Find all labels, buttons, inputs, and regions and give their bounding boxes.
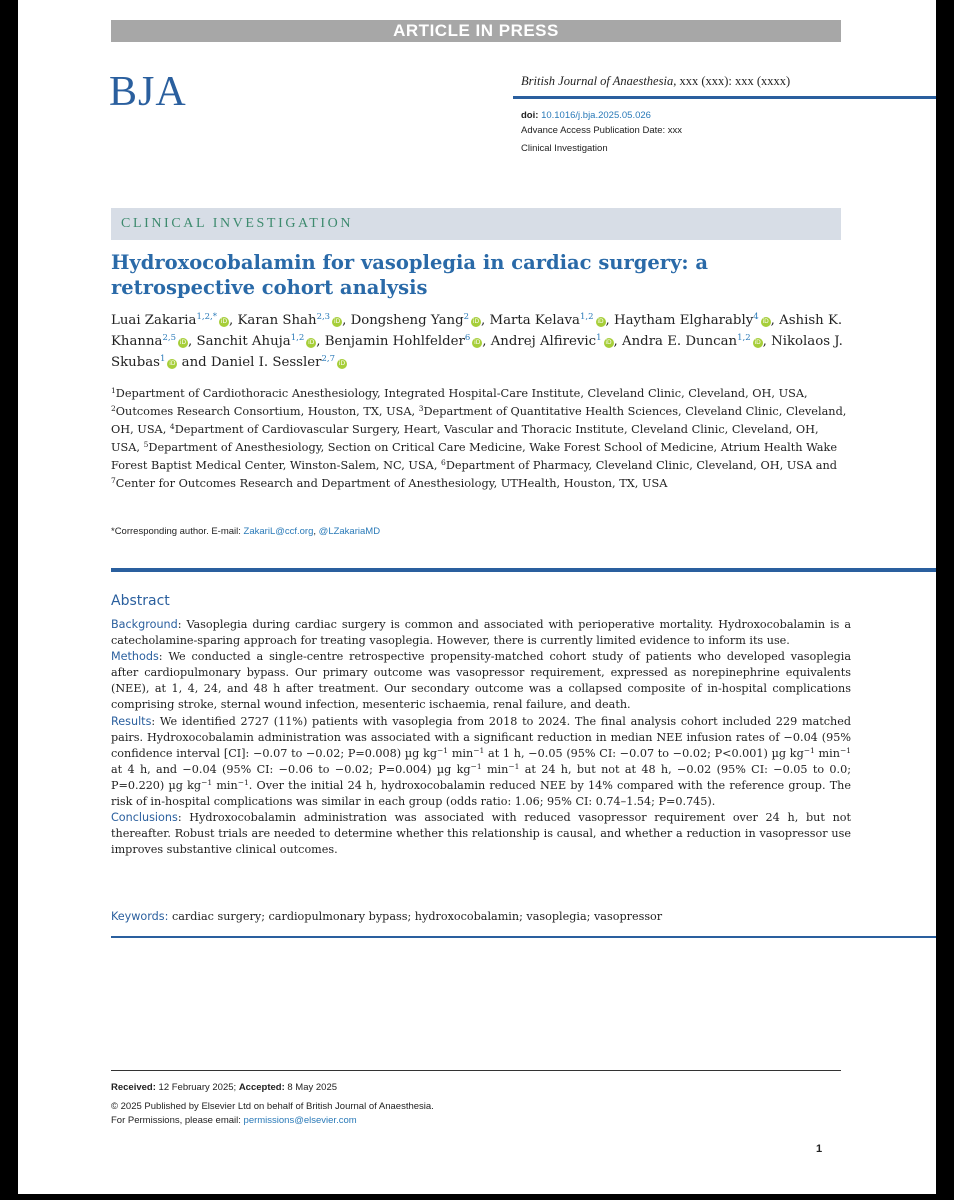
abstract-heading: Abstract (111, 593, 170, 609)
unit-exponent: −1 (473, 745, 485, 755)
conclusions-label: Conclusions (111, 811, 178, 825)
unit-exponent: −1 (437, 745, 449, 755)
section-label: CLINICAL INVESTIGATION (121, 216, 354, 231)
orcid-icon[interactable]: iD (597, 318, 604, 325)
unit-exponent: −1 (201, 777, 213, 787)
author-sep: , (770, 313, 775, 328)
article-title: Hydroxocobalamin for vasoplegia in cardiac surgery: a retrospective cohort analysis (111, 251, 709, 299)
abstract-background (111, 617, 851, 649)
affiliation-text: Department of Pharmacy, Cleveland Clinic, Cleveland, OH, USA and (445, 459, 838, 472)
author-affiliation-sup: 4 (753, 312, 759, 322)
results-text: at 1 h, −0.05 (95% CI: −0.07 to −0.02; P<0.001) µg kg (484, 746, 804, 760)
author-affiliation-sup: 2,3 (316, 312, 331, 322)
author (490, 313, 606, 328)
affiliation-number: 5 (143, 440, 149, 449)
results-text: min (212, 778, 238, 792)
abstract-bottom-rule (111, 936, 936, 938)
author-affiliation-sup: 1,2 (290, 333, 305, 343)
corresponding-email-link[interactable]: ZakariL@ccf.org (243, 526, 314, 537)
dates-line (111, 1082, 337, 1093)
author-affiliation-sup: 1,2 (737, 333, 751, 343)
abstract-conclusions (111, 810, 851, 858)
abstract-results (111, 714, 851, 811)
affiliation-number: 7 (111, 476, 116, 485)
affiliation-number: 1 (111, 386, 116, 395)
unit-exponent: −1 (237, 777, 249, 787)
author-affiliation-sup: 2 (463, 312, 470, 322)
methods-label: Methods (111, 650, 159, 664)
doi-label: doi: (521, 110, 539, 121)
footer-rule (111, 1070, 841, 1071)
results-text: at 4 h, and −0.04 (95% CI: −0.06 to −0.02; P=0.004) µg kg (111, 762, 471, 776)
advance-access: Advance Access Publication Date: xxx (521, 125, 683, 136)
affiliation-text: Department of Cardiovascular Surgery, Heart, Vascular and Thoracic Institute, Cleveland Clinic, Cleveland, OH, USA, (111, 423, 819, 454)
author (111, 313, 229, 328)
author-and: and (181, 355, 207, 370)
keywords (111, 910, 851, 923)
received-label: Received: (111, 1082, 156, 1093)
author-sep: , (613, 334, 618, 349)
author-name: Daniel I. Sessler (210, 355, 322, 370)
affiliation-number: 6 (441, 458, 446, 467)
results-text: : We identified 2727 (11%) patients with vasoplegia from 2018 to 2024. The final analysis cohort included 229 matched pairs. Hydroxocobalamin administration was associated with a significant reduction in median NEE infusion rates of −0.04 (95% confidence interval [CI]: −0.07 to −0.02; P=0.008) µg kg (111, 714, 851, 760)
author-name: Haytham Elgharably (613, 313, 754, 328)
author-affiliation-sup: 6 (464, 333, 471, 343)
unit-exponent: −1 (470, 761, 482, 771)
author-name: Karan Shah (237, 313, 317, 328)
orcid-icon[interactable]: iD (333, 318, 341, 325)
doi-link[interactable]: 10.1016/j.bja.2025.05.026 (541, 110, 651, 121)
author-name: Sanchit Ahuja (196, 334, 291, 349)
orcid-icon[interactable]: iD (308, 339, 315, 346)
journal-citation (521, 74, 790, 89)
keywords-label: Keywords: (111, 910, 169, 923)
journal-volume: xxx (xxx): xxx (xxxx) (676, 74, 791, 88)
author-name: Benjamin Hohlfelder (324, 334, 465, 349)
author-name: Marta Kelava (489, 313, 580, 328)
affiliations (111, 385, 851, 493)
author (614, 313, 771, 328)
author (351, 313, 481, 328)
journal-name: British Journal of Anaesthesia, (521, 74, 677, 88)
author-affiliation-sup: 1 (160, 354, 166, 364)
article-page (18, 0, 936, 1194)
author-affiliation-sup: 1,2 (579, 312, 594, 322)
unit-exponent: −1 (839, 745, 851, 755)
author-sep: , (188, 334, 193, 349)
results-label: Results (111, 714, 152, 728)
author-sep: , (605, 313, 610, 328)
abstract-body (111, 617, 851, 858)
affiliation-text: Department of Quantitative Health Sciences, Cleveland Clinic, Cleveland, OH, USA, (111, 405, 847, 436)
permissions-line (111, 1115, 357, 1126)
unit-exponent: −1 (508, 761, 520, 771)
affiliation-text: Department of Cardiothoracic Anesthesiology, Integrated Hospital-Care Institute, Cleveland Clinic, Cleveland, OH, USA, (115, 387, 808, 400)
corresponding-label: *Corresponding author. E-mail: (111, 526, 244, 537)
doi-line (521, 110, 651, 121)
article-in-press-banner: ARTICLE IN PRESS (111, 20, 841, 42)
author-name: Ashish K. Khanna (111, 313, 843, 349)
keywords-text: cardiac surgery; cardiopulmonary bypass; hydroxocobalamin; vasoplegia; vasopressor (168, 910, 663, 923)
affiliation-text: Outcomes Research Consortium, Houston, TX, USA, (115, 405, 419, 418)
author-sep: , (762, 334, 767, 349)
orcid-icon[interactable]: iD (474, 339, 481, 346)
author-affiliation-sup: 1,2,* (196, 312, 217, 322)
author-affiliation-sup: 2,7 (321, 354, 336, 364)
author-sep: , (316, 334, 321, 349)
corresponding-sep: , (313, 526, 319, 537)
author-name: Andra E. Duncan (622, 334, 738, 349)
orcid-icon[interactable]: iD (338, 360, 346, 367)
orcid-icon[interactable]: iD (179, 339, 187, 346)
orcid-icon[interactable]: iD (169, 360, 176, 367)
author (211, 355, 347, 370)
results-text: at 24 h, but not at 48 h, −0.02 (95% CI: −0.05 to 0.0; P=0.220) µg kg (111, 762, 851, 792)
header-rule (513, 96, 936, 99)
corresponding-author (111, 526, 380, 537)
unit-exponent: −1 (803, 745, 815, 755)
twitter-handle-link[interactable]: @LZakariaMD (318, 526, 381, 537)
author-name: Dongsheng Yang (350, 313, 464, 328)
author (196, 334, 316, 349)
author-name: Nikolaos J. Skubas (111, 334, 843, 370)
results-text: min (814, 746, 840, 760)
journal-logo: BJA (109, 69, 187, 115)
affiliation-text: Center for Outcomes Research and Department of Anesthesiology, UTHealth, Houston, TX, USA (115, 477, 668, 490)
orcid-icon[interactable]: iD (754, 339, 761, 346)
permissions-email-link[interactable]: permissions@elsevier.com (243, 1115, 357, 1126)
orcid-icon[interactable]: iD (220, 318, 228, 325)
author (491, 334, 614, 349)
author-sep: , (228, 313, 234, 328)
results-text: . Over the initial 24 h, hydroxocobalamin reduced NEE by 14% compared with the reference group. The risk of in-hospital complications was similar in each group (odds ratio: 1.06; 95% CI: 0.74–1.54; P=0.745). (111, 778, 852, 809)
author (237, 313, 342, 328)
results-text: min (448, 746, 474, 760)
affiliation-number: 3 (418, 404, 424, 413)
conclusions-text: : Hydroxocobalamin administration was associated with reduced vasopressor requirement over 24 h, but not thereafter. Robust trials are needed to determine whether this relationship is causal, and whether a reduction in vasopressor use improves substantive clinical outcomes. (111, 811, 851, 857)
author (325, 334, 483, 349)
background-label: Background (111, 618, 178, 631)
author-name: Luai Zakaria (111, 313, 197, 328)
section-bar (111, 208, 841, 240)
affiliation-number: 4 (169, 422, 175, 431)
results-text: min (481, 762, 509, 776)
author-affiliation-sup: 2,5 (162, 333, 177, 343)
background-text: : Vasoplegia during cardiac surgery is common and associated with perioperative mortality. Hydroxocobalamin is a catecholamine-sparing approach for treating vasoplegia. However, there is currently limited evidence to inform its use. (111, 618, 851, 648)
author-name: Andrej Alfirevic (490, 334, 597, 349)
article-type: Clinical Investigation (521, 143, 608, 154)
abstract-methods (111, 649, 851, 713)
author (622, 334, 763, 349)
author-sep: , (481, 313, 486, 328)
methods-text: : We conducted a single-centre retrospective propensity-matched cohort study of patients who developed vasoplegia after cardiopulmonary bypass. Our primary outcome was vasopressor requirement, expressed as norepinephrine equivalents (NEE), at 1, 4, 24, and 48 h after treatment. Our secondary outcome was a collapsed composite of in-hospital complications comprising stroke, sternal wound infection, mesenteric ischaemia, renal failure, and death. (111, 650, 851, 712)
page-number: 1 (816, 1143, 823, 1155)
author-sep: , (482, 334, 487, 349)
abstract-top-rule (111, 568, 936, 572)
orcid-icon[interactable]: iD (472, 318, 480, 325)
accepted-label: Accepted: (238, 1082, 285, 1093)
orcid-icon[interactable]: iD (605, 339, 612, 346)
author-sep: , (342, 313, 347, 328)
received-date: 12 February 2025; (155, 1082, 237, 1093)
affiliation-number: 2 (111, 404, 116, 413)
affiliation-text: Department of Anesthesiology, Section on Critical Care Medicine, Wake Forest School of Medicine, Atrium Health Wake Forest Baptist Medical Center, Winston-Salem, NC, USA, (111, 441, 838, 472)
author-list (111, 310, 851, 373)
author-affiliation-sup: 1 (596, 333, 602, 343)
copyright: © 2025 Published by Elsevier Ltd on behalf of British Journal of Anaesthesia. (111, 1101, 434, 1112)
accepted-date: 8 May 2025 (284, 1082, 338, 1093)
orcid-icon[interactable]: iD (762, 318, 769, 325)
permissions-label: For Permissions, please email: (111, 1115, 244, 1126)
